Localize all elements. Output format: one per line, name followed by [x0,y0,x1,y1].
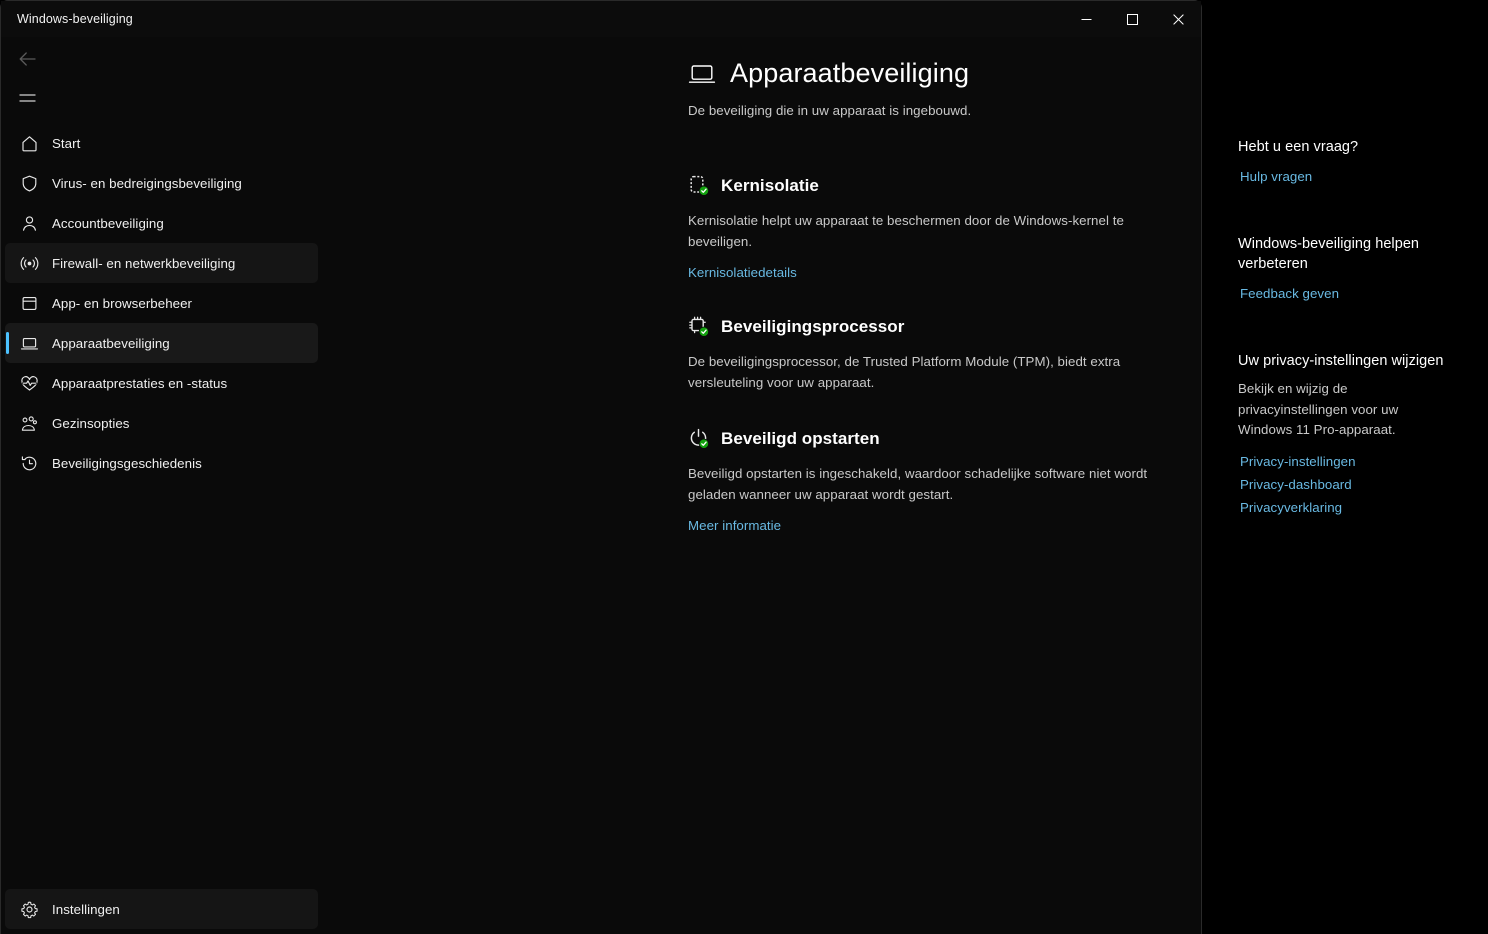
rail-block-help [1238,137,1488,188]
main-content [327,37,1444,933]
window-title: Windows-beveiliging [17,12,133,26]
sidebar-item-label: Beveiligingsgeschiedenis [52,455,202,471]
selection-accent-bar [6,332,9,354]
minimize-icon [1081,14,1092,25]
page-title-row [688,58,971,89]
back-arrow-icon [19,52,36,66]
shield-icon [18,172,40,194]
sidebar-item-settings[interactable] [5,889,318,929]
page-header [688,58,971,118]
window-controls [1063,1,1201,37]
sidebar-item-virus-threat-protection[interactable] [5,163,318,203]
family-people-icon [18,412,40,434]
sidebar-item-label: Apparaatbeveiliging [52,335,170,351]
secure-boot-power-icon [688,428,710,450]
title-bar [1,1,1201,37]
rail-text: Bekijk en wijzig de privacyinstellingen voor uw Windows 11 Pro-apparaat. [1238,381,1399,438]
rail-title: Hebt u een vraag? [1238,139,1359,155]
section-header [688,428,1188,450]
window-app-icon [18,292,40,314]
history-clock-icon [18,452,40,474]
heart-pulse-icon [18,372,40,394]
rail-title: Windows-beveiliging helpen verbeteren [1238,236,1420,272]
maximize-icon [1127,14,1138,25]
laptop-icon [688,60,716,88]
back-button[interactable] [7,41,47,77]
rail-block-privacy [1238,351,1488,519]
nav-item-list [1,123,327,483]
sidebar-item-label: Apparaatprestaties en -status [52,375,228,391]
navigation-sidebar [1,37,327,933]
sidebar-item-label: Accountbeveiliging [52,215,164,231]
close-icon [1173,14,1184,25]
hamburger-menu-icon [19,92,36,104]
hamburger-menu-button[interactable] [7,80,47,116]
page-subtitle: De beveiliging die in uw apparaat is ingebouwd. [688,103,972,118]
window-body [1,37,1444,933]
sidebar-item-label: App- en browserbeheer [52,295,193,311]
core-isolation-icon [688,175,710,197]
sidebar-item-family-options[interactable] [5,403,318,443]
give-feedback-link[interactable]: Feedback geven [1240,286,1340,301]
right-info-rail [1238,137,1488,565]
learn-more-link[interactable]: Meer informatie [688,518,782,534]
sidebar-item-label: Gezinsopties [52,415,130,431]
sidebar-item-label: Instellingen [52,901,120,917]
close-button[interactable] [1155,1,1201,37]
section-title: Beveiligd opstarten [721,428,880,448]
sidebar-item-start[interactable] [5,123,318,163]
rail-title: Uw privacy-instellingen wijzigen [1238,353,1444,369]
sidebar-item-label: Firewall- en netwerkbeveiliging [52,255,236,271]
section-header [688,316,1188,338]
section-description: De beveiligingsprocessor, de Trusted Platform Module (TPM), biedt extra versleuteling voor uw apparaat. [688,354,1121,391]
sidebar-item-account-protection[interactable] [5,203,318,243]
page-title: Apparaatbeveiliging [730,58,970,88]
laptop-icon [18,332,40,354]
section-description: Beveiligd opstarten is ingeschakeld, waardoor schadelijke software niet wordt geladen wanneer uw apparaat wordt gestart. [688,465,1148,502]
gear-icon [18,898,40,920]
security-processor-chip-icon [688,316,710,338]
minimize-button[interactable] [1063,1,1109,37]
sidebar-item-label: Virus- en bedreigingsbeveiliging [52,175,242,191]
sidebar-item-app-browser-control[interactable] [5,283,318,323]
sidebar-item-firewall-network-protection[interactable] [5,243,318,283]
sidebar-item-protection-history[interactable] [5,443,318,483]
wifi-signal-icon [18,252,40,274]
section-title: Kernisolatie [721,176,819,195]
privacy-dashboard-link[interactable]: Privacy-dashboard [1240,476,1352,492]
section-header [688,175,1188,197]
core-isolation-details-link[interactable]: Kernisolatiedetails [688,265,797,281]
home-icon [18,132,40,154]
section-security-processor [688,316,1188,393]
section-description: Kernisolatie helpt uw apparaat te beschermen door de Windows-kernel te beveiligen. [688,213,1124,249]
section-list [688,175,1188,569]
sidebar-item-label: Start [52,135,81,151]
privacy-statement-link[interactable]: Privacyverklaring [1240,499,1343,515]
maximize-button[interactable] [1109,1,1155,37]
person-icon [18,212,40,234]
section-core-isolation [688,175,1188,282]
sidebar-item-device-performance-health[interactable] [5,363,318,403]
section-title: Beveiligingsprocessor [721,317,905,337]
sidebar-item-settings-wrapper [1,889,327,929]
rail-block-feedback [1238,234,1488,305]
get-help-link[interactable]: Hulp vragen [1240,169,1313,184]
privacy-settings-link[interactable]: Privacy-instellingen [1240,453,1356,469]
section-secure-boot [688,428,1188,535]
sidebar-item-device-security[interactable] [5,323,318,363]
